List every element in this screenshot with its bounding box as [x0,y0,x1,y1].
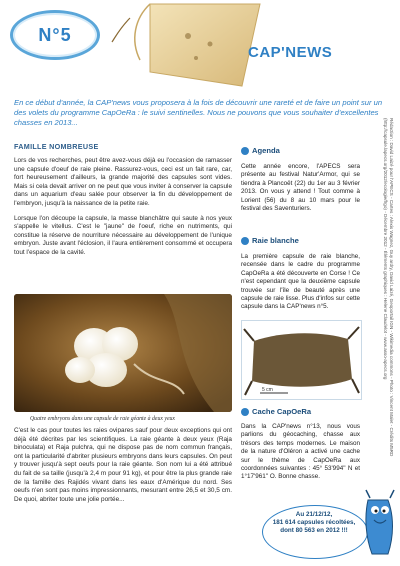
pin-icon [241,147,249,155]
stats-line: dont 80 563 en 2012 !!! [280,527,348,534]
article-paragraph: Lors de vos recherches, peut être avez-vous déjà eu l'occasion de ramasser une capsule d'oeuf de raie pleine. Rassurez-vous, ceci est un fait rare, car, fort heureusement d'ailleurs, la grande majorité des capsules sont vides. Mais si cela devait arriver on ne peut que vous inviter à conserver la capsule dans un aquarium d'eau salée pour observer la fin du développement de l'embryon, jusqu'à la naissance de la petite raie. [14,157,232,207]
intro-text: En ce début d'année, la CAP'news vous proposera à la fois de découvrir une rareté et de faire un point sur un des volets du programme CapOeRa : le suivi sentinelles. Nous ne pouvons que vous souhaiter d'excellentes chasses en 2013... [14,98,383,127]
issue-badge [10,10,100,60]
photo-caption: Quatre embryons dans une capsule de raie géante à deux yeux [30,416,175,422]
embryo-photo [14,294,232,412]
agenda-text: Cette année encore, l'APECS sera présente au festival Natur'Armor, qui se tiendra à Plancoët (22) du 1er au 3 février 2013. On vous y attend ! Tout comme à Lorient (56) du 8 au 10 mars pour le festival des Saventuriers. [241,163,360,213]
article-continuation [14,427,232,510]
raie-blanche-header [241,236,360,245]
agenda-header [241,146,360,160]
article-paragraph: Lorsque l'on découpe la capsule, la masse blanchâtre qui saute à nos yeux s'appelle le vitellus. C'est le "jaune" de l'oeuf, riche en nutriments, qui constitue la réserve de nourriture nécessaire au développement de l'unique embryon. Juste avant l'éclosion, il l'aura entièrement consommé et occupera tout l'espace de la cavité. [14,214,232,256]
stats-line: 181 614 capsules récoltées, [272,519,356,526]
credits-text: Rédaction : David Laizé pour l'APECS - Cartes : Alexis Wagnez, Guy ardry, David Laizé, Geoportail IGN - Wikimedia commons - Photo : Vincent Malet - Crédits M5RD (http://capsule.lapecs.org/2012/ecologie/frgo) - Décembre 2012 - Éléments graphiques : Helene Claudelot - www.asso-apecs.org [383,118,394,457]
credits [356,118,394,472]
scale-label: 5 cm [262,387,273,393]
pin-icon [241,237,249,245]
section-title: FAMILLE NOMBREUSE [14,142,99,151]
newsletter-title: CAP'NEWS [248,44,333,61]
raie-blanche-title: Raie blanche [252,236,299,245]
ray-mascot [362,488,396,560]
issue-number: N°5 [38,24,72,45]
cache-title: Cache CapOeRa [252,407,312,416]
cache-header [241,407,360,416]
article-paragraph: C'est le cas pour toutes les raies ovipares sauf pour deux exceptions qui ont déjà été décrites par les scientifiques. La raie géante à deux yeux (Raja binoculata) et Raja pulchra, qui ne dispose pas de nom commun français, ont la particularité d'abriter plusieurs embryons dans leurs capsules. On peut y trouver jusqu'à sept oeufs pour la raie géante. Son nom lui a été attribué du fait de sa taille (jusqu'à 2,4 m pour 91 kg), et pour être la plus grande raie de la famille des Rajidés vivant dans les eaux d'Amérique du nord. Ses oeufs n'en sont pas moins impressionnants, mesurant entre 26,5 et 30,5 cm. De quoi, abriter toute une jolie portée... [14,427,232,503]
egg-capsule-image [241,320,362,400]
agenda-title: Agenda [252,146,280,155]
main-article [14,142,232,264]
stats-line: Au 21/12/12, [295,511,333,518]
pin-icon [241,408,249,416]
raie-blanche-text: La première capsule de raie blanche, recensée dans le cadre du programme CapOeRa a été découverte en Corse ! Ce n'est cependant que la deuxième capsule trouvée sur l'île de beauté après une capsule de raie lisse. Plus d'infos sur cette capsule dans la CAP'news n°5. [241,253,360,311]
cache-text: Dans la CAP'news n°13, nous vous parlions du géocaching, chasse aux trésors des temps modernes. Le maison de la nature d'Oléron a activé une cache sur le thème de CapOeRa aux coordonnées suivantes : 45° 53'994'' N et 1°17'961'' O. Bonne chasse. [241,423,360,481]
stats-text [266,511,362,535]
